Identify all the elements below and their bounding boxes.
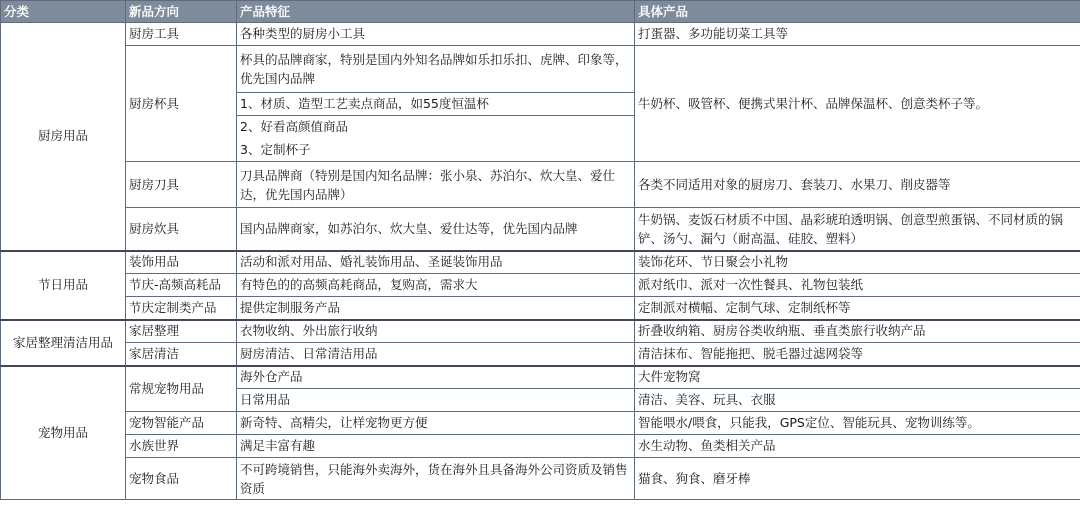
table-row: [1, 366, 1080, 389]
category-cell: 节日用品: [1, 251, 126, 320]
features-cell: 活动和派对用品、婚礼装饰用品、圣诞装饰用品: [237, 251, 635, 274]
products-cell: 清洁、美容、玩具、衣服: [635, 389, 1080, 412]
table-row: [1, 435, 1080, 458]
header-features: 产品特征: [237, 1, 635, 23]
table-row: [1, 274, 1080, 297]
table-row: [1, 208, 1080, 251]
features-cell: 刀具品牌商（特别是国内知名品牌：张小泉、苏泊尔、炊大皇、爱仕达，优先国内品牌）: [237, 162, 635, 208]
features-cell: 提供定制服务产品: [237, 297, 635, 320]
header-row: [1, 1, 1080, 23]
table-row: [1, 251, 1080, 274]
features-cell: 各种类型的厨房小工具: [237, 23, 635, 46]
direction-cell: 装饰用品: [126, 251, 237, 274]
features-cell: 日常用品: [237, 389, 635, 412]
direction-cell: 节庆定制类产品: [126, 297, 237, 320]
features-cell: 杯具的品牌商家，特别是国内外知名品牌如乐扣乐扣、虎牌、印象等，优先国内品牌: [237, 46, 635, 93]
category-cell: 厨房用品: [1, 23, 126, 251]
header-direction: 新品方向: [126, 1, 237, 23]
table-row: [1, 23, 1080, 46]
products-cell: 智能喂水/喂食，只能我，GPS定位、智能玩具、宠物训练等。: [635, 412, 1080, 435]
table-row: [1, 412, 1080, 435]
table-row: [1, 162, 1080, 208]
category-cell: 宠物用品: [1, 366, 126, 500]
table-row: [1, 320, 1080, 343]
products-cell: 水生动物、鱼类相关产品: [635, 435, 1080, 458]
products-cell: 大件宠物窝: [635, 366, 1080, 389]
features-cell: 不可跨境销售，只能海外卖海外，货在海外且具备海外公司资质及销售资质: [237, 458, 635, 500]
features-cell: 1、材质、造型工艺卖点商品，如55度恒温杯: [237, 93, 635, 116]
direction-cell: 水族世界: [126, 435, 237, 458]
products-cell: 猫食、狗食、磨牙棒: [635, 458, 1080, 500]
products-cell: 派对纸巾、派对一次性餐具、礼物包装纸: [635, 274, 1080, 297]
direction-cell: 节庆-高频高耗品: [126, 274, 237, 297]
products-cell: 各类不同适用对象的厨房刀、套装刀、水果刀、削皮器等: [635, 162, 1080, 208]
direction-cell: 常规宠物用品: [126, 366, 237, 412]
direction-cell: 宠物食品: [126, 458, 237, 500]
table-row: [1, 458, 1080, 500]
features-cell: 新奇特、高精尖，让样宠物更方便: [237, 412, 635, 435]
products-cell: 定制派对横幅、定制气球、定制纸杯等: [635, 297, 1080, 320]
features-cell: 海外仓产品: [237, 366, 635, 389]
direction-cell: 宠物智能产品: [126, 412, 237, 435]
table-row: [1, 297, 1080, 320]
direction-cell: 厨房刀具: [126, 162, 237, 208]
features-cell: 有特色的的高频高耗商品，复购高，需求大: [237, 274, 635, 297]
products-cell: 牛奶锅、麦饭石材质不中国、晶彩琥珀透明锅、创意型煎蛋锅、不同材质的锅铲、汤勺、漏勺（耐高温、硅胶、塑料）: [635, 208, 1080, 251]
products-cell: 打蛋器、多功能切菜工具等: [635, 23, 1080, 46]
direction-cell: 厨房工具: [126, 23, 237, 46]
table-row: [1, 46, 1080, 93]
products-cell: 清洁抹布、智能拖把、脱毛器过滤网袋等: [635, 343, 1080, 366]
features-cell: 满足丰富有趣: [237, 435, 635, 458]
features-cell: 3、定制杯子: [237, 139, 635, 162]
category-cell: 家居整理清洁用品: [1, 320, 126, 366]
features-cell: 厨房清洁、日常清洁用品: [237, 343, 635, 366]
products-cell: 折叠收纳箱、厨房谷类收纳瓶、垂直类旅行收纳产品: [635, 320, 1080, 343]
products-cell: 装饰花环、节日聚会小礼物: [635, 251, 1080, 274]
features-cell: 2、好看高颜值商品: [237, 116, 635, 139]
table-row: [1, 343, 1080, 366]
header-category: 分类: [1, 1, 126, 23]
direction-cell: 家居整理: [126, 320, 237, 343]
direction-cell: 厨房炊具: [126, 208, 237, 251]
features-cell: 衣物收纳、外出旅行收纳: [237, 320, 635, 343]
header-products: 具体产品: [635, 1, 1080, 23]
direction-cell: 家居清洁: [126, 343, 237, 366]
features-cell: 国内品牌商家，如苏泊尔、炊大皇、爱仕达等，优先国内品牌: [237, 208, 635, 251]
products-cell: 牛奶杯、吸管杯、便携式果汁杯、品牌保温杯、创意类杯子等。: [635, 46, 1080, 162]
direction-cell: 厨房杯具: [126, 46, 237, 162]
